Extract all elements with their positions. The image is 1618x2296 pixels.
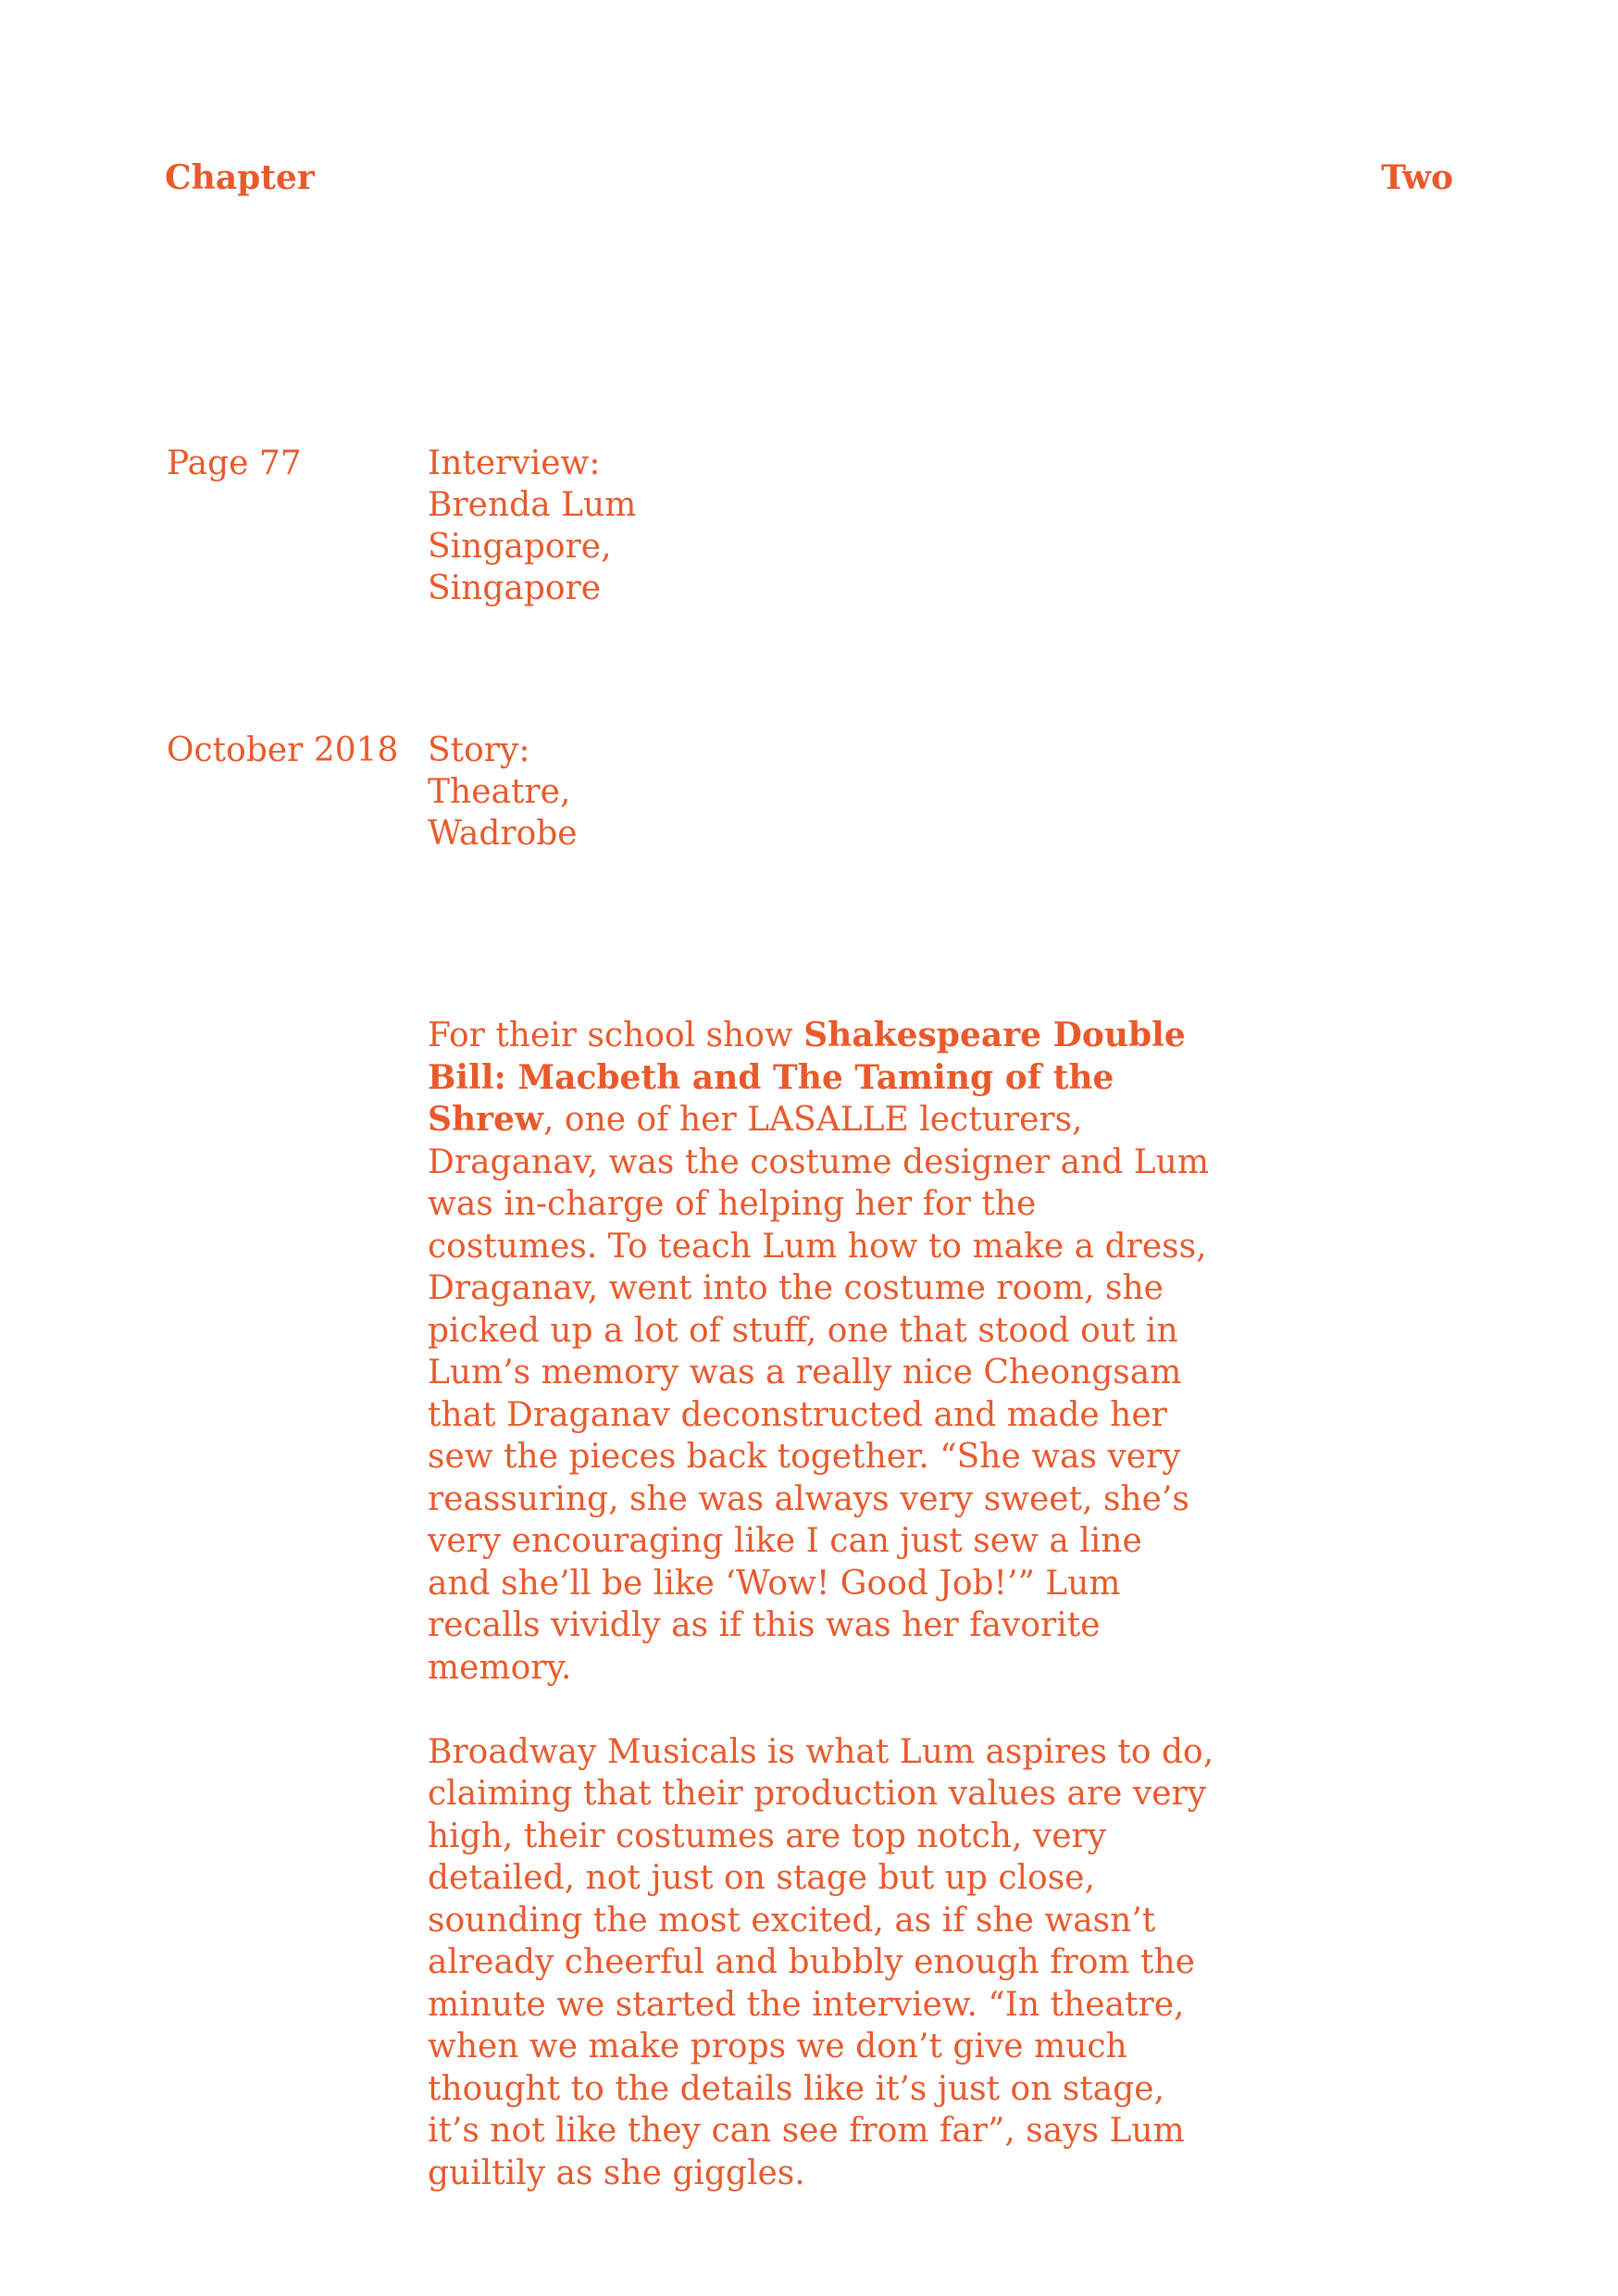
date-label: October 2018 [167, 731, 399, 769]
interviewee-name: Brenda Lum [428, 486, 637, 524]
page-number: Page 77 [167, 444, 302, 482]
article-paragraph-2: Broadway Musicals is what Lum aspires to do, claiming that their production values are very high, their costumes are top notch, very detailed, not just on stage but up close, sounding the most excited, as if she wasn’t already cheerful and bubbly enough from the minute we started the interview. “In theatre, when we make props we don’t give much thought to the details like it’s just on stage, it’s not like they can see from far”, says Lum guiltily as she giggles. [428, 1732, 1214, 2192]
story-heading: Story: [428, 731, 530, 769]
interview-meta [167, 443, 636, 609]
article-body [428, 1015, 1214, 2237]
paragraph-intro: For their school show [428, 1017, 804, 1054]
interview-city: Singapore, [428, 528, 612, 566]
show-title: Shakespeare Double Bill: Macbeth and The Taming of the Shrew [428, 1016, 1186, 1139]
story-details [428, 730, 578, 855]
interview-heading: Interview: [428, 444, 601, 482]
article-paragraph-1 [428, 1015, 1214, 1689]
story-topic-theatre: Theatre, [428, 773, 571, 811]
story-topic-wardrobe: Wadrobe [428, 815, 578, 853]
chapter-number: Two [1381, 158, 1453, 197]
chapter-label: Chapter [165, 158, 315, 197]
interview-details [428, 443, 636, 609]
paragraph-continuation: , one of her LASALLE lecturers, Draganav, was the costume designer and Lum was in-charge of helping her for the costumes. To teach Lum how to make a dress, Draganav, went into the costume room, she picked up a lot of stuff, one that stood out in Lum’s memory was a really nice Cheongsam that Draganav deconstructed and made her sew the pieces back together. “She was very reassuring, she was always very sweet, she’s very encouraging like I can just sew a line and she’ll be like ‘Wow! Good Job!’” Lum recalls vividly as if this was her favorite memory. [428, 1101, 1209, 1687]
interview-country: Singapore [428, 569, 602, 607]
story-meta [167, 730, 578, 855]
